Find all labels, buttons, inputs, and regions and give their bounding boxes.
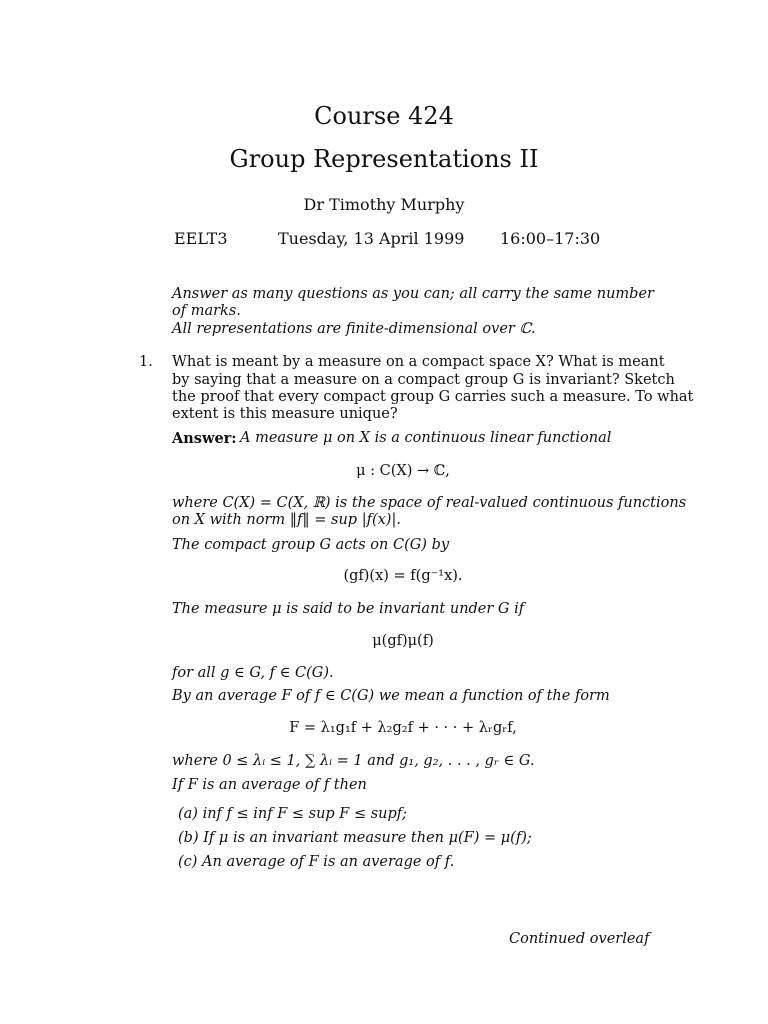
question-number: 1. [139, 354, 153, 370]
exam-time: 16:00–17:30 [500, 229, 601, 248]
invariant-line: The measure μ is said to be invariant under G if [172, 601, 525, 617]
exam-date: Tuesday, 13 April 1999 [278, 229, 465, 248]
equation-action: (gf)(x) = f(g⁻¹x). [343, 568, 463, 584]
exam-venue: EELT3 [174, 229, 228, 248]
average-line: By an average F of f ∈ C(G) we mean a function of the form [172, 688, 610, 704]
instructions-line-3: All representations are finite-dimensional over ℂ. [172, 321, 536, 337]
list-item-c: (c) An average of F is an average of f. [178, 854, 455, 870]
group-acts-line: The compact group G acts on C(G) by [172, 537, 450, 553]
instructions-line-1: Answer as many questions as you can; all carry the same number [172, 286, 654, 302]
list-item-b: (b) If μ is an invariant measure then μ(F) = μ(f); [178, 830, 532, 846]
question-line-2: by saying that a measure on a compact group G is invariant? Sketch [172, 372, 675, 388]
list-item-a: (a) inf f ≤ inf F ≤ sup F ≤ supf; [178, 806, 408, 822]
course-title: Course 424 [314, 102, 454, 130]
answer-label: Answer: [172, 430, 237, 447]
equation-functional: μ : C(X) → ℂ, [356, 463, 450, 479]
answer-line-1: A measure μ on X is a continuous linear functional [240, 430, 612, 446]
equation-average: F = λ₁g₁f + λ₂g₂f + · · · + λᵣgᵣf, [289, 720, 517, 736]
where-line-2: on X with norm ‖f‖ = sup |f(x)|. [172, 512, 401, 528]
question-line-1: What is meant by a measure on a compact space X? What is meant [172, 354, 665, 370]
instructions-line-2: of marks. [172, 303, 241, 319]
continued-overleaf: Continued overleaf [509, 931, 650, 947]
equation-invariant: μ(gf)μ(f) [372, 633, 434, 649]
author-name: Dr Timothy Murphy [303, 195, 465, 214]
question-line-3: the proof that every compact group G carries such a measure. To what [172, 389, 694, 405]
if-average-line: If F is an average of f then [172, 777, 367, 793]
question-line-4: extent is this measure unique? [172, 406, 398, 422]
where-line-1: where C(X) = C(X, ℝ) is the space of real-valued continuous functions [172, 495, 687, 511]
course-subtitle: Group Representations II [229, 145, 539, 173]
where-line-3: where 0 ≤ λᵢ ≤ 1, ∑ λᵢ = 1 and g₁, g₂, . . . , gᵣ ∈ G. [172, 753, 535, 769]
forall-line: for all g ∈ G, f ∈ C(G). [172, 665, 334, 681]
